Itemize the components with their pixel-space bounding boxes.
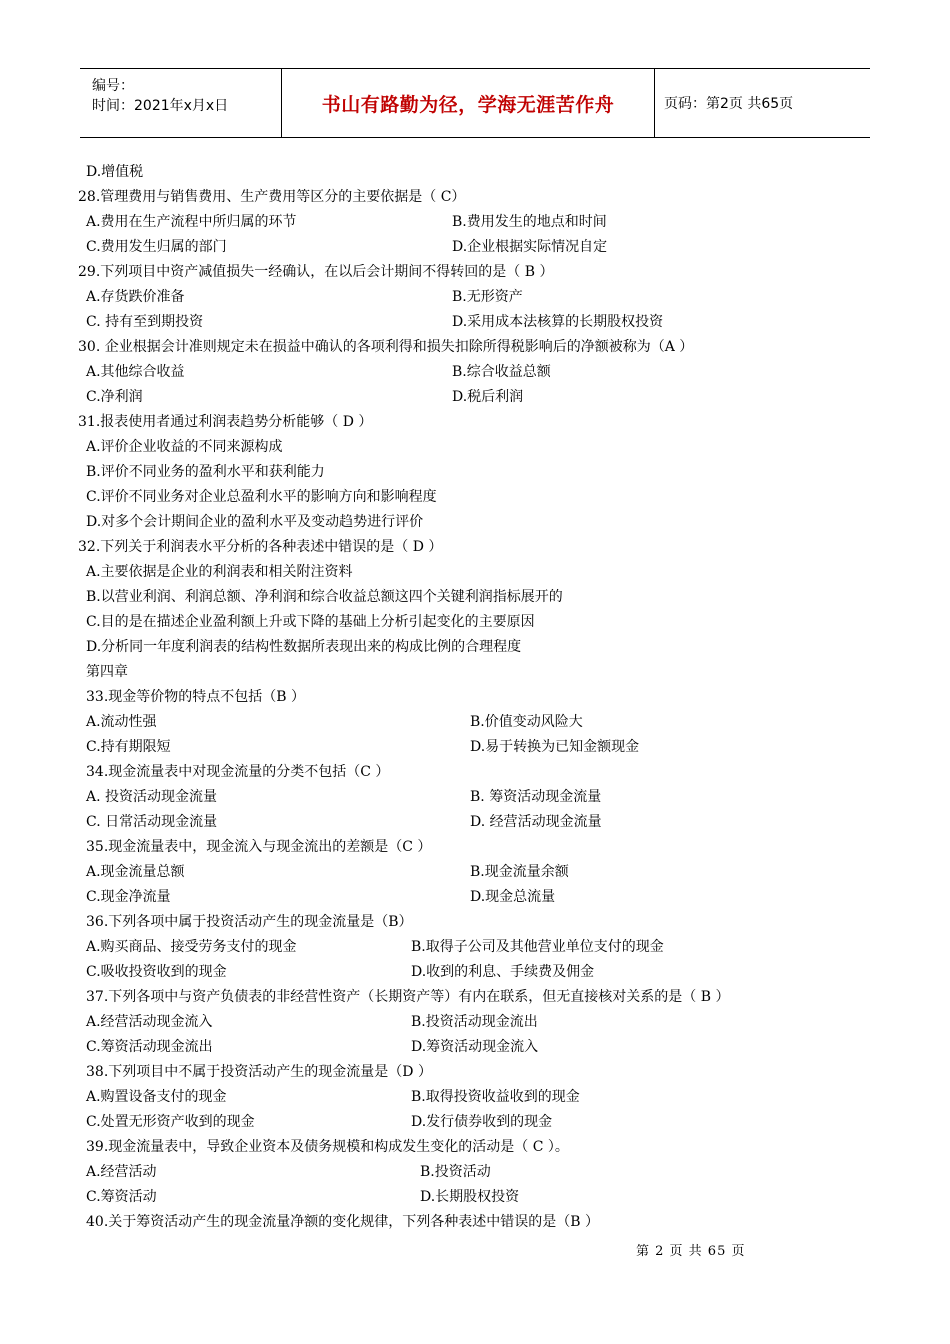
option-line: B.评价不同业务的盈利水平和获利能力 [86, 464, 325, 480]
page-code: 页码：第2页 共65页 [664, 96, 794, 112]
question-line: 37.下列各项中与资产负债表的非经营性资产（长期资产等）有内在联系，但无直接核对关系的是（ B ） [86, 989, 730, 1005]
option-line: A. 投资活动现金流量 [86, 789, 218, 805]
question-line: 38.下列项目中不属于投资活动产生的现金流量是（D ） [86, 1064, 432, 1080]
option-line: D.采用成本法核算的长期股权投资 [452, 314, 664, 330]
option-line: D.企业根据实际情况自定 [452, 239, 608, 255]
option-line: D.现金总流量 [470, 889, 556, 905]
option-line: A.主要依据是企业的利润表和相关附注资料 [86, 564, 353, 580]
option-line: B.取得投资收益收到的现金 [411, 1089, 580, 1105]
option-line: C.筹资活动现金流出 [86, 1039, 213, 1055]
time-label: 时间：2021年x月x日 [92, 98, 229, 114]
option-line: D.增值税 [86, 164, 144, 180]
option-line: A.购买商品、接受劳务支付的现金 [86, 939, 297, 955]
option-line: D.筹资活动现金流入 [411, 1039, 539, 1055]
option-line: B.现金流量余额 [470, 864, 569, 880]
number-label: 编号： [92, 78, 134, 94]
option-line: A.现金流量总额 [86, 864, 185, 880]
option-line: B.以营业利润、利润总额、净利润和综合收益总额这四个关键利润指标展开的 [86, 589, 563, 605]
option-line: C.现金净流量 [86, 889, 171, 905]
option-line: B.无形资产 [452, 289, 523, 305]
option-line: D. 经营活动现金流量 [470, 814, 602, 830]
page-header [80, 68, 870, 138]
question-line: 33.现金等价物的特点不包括（B ） [86, 689, 306, 705]
question-line: 30. 企业根据会计准则规定未在损益中确认的各项利得和损失扣除所得税影响后的净额被称为（A ） [78, 339, 694, 355]
question-line: 31.报表使用者通过利润表趋势分析能够（ D ） [78, 414, 373, 430]
question-line: 34.现金流量表中对现金流量的分类不包括（C ） [86, 764, 390, 780]
question-line: 40.关于筹资活动产生的现金流量净额的变化规律，下列各种表述中错误的是（B ） [86, 1214, 600, 1230]
option-line: C.净利润 [86, 389, 143, 405]
question-line: 35.现金流量表中，现金流入与现金流出的差额是（C ） [86, 839, 432, 855]
question-line: 39.现金流量表中，导致企业资本及债务规模和构成发生变化的活动是（ C ）。 [86, 1139, 569, 1155]
option-line: C.目的是在描述企业盈利额上升或下降的基础上分析引起变化的主要原因 [86, 614, 535, 630]
option-line: D.收到的利息、手续费及佣金 [411, 964, 595, 980]
chapter-heading: 第四章 [86, 664, 128, 680]
header-motto-cell [281, 69, 655, 137]
motto: 书山有路勤为径，学海无涯苦作舟 [321, 93, 615, 116]
option-line: D.对多个会计期间企业的盈利水平及变动趋势进行评价 [86, 514, 424, 530]
question-line: 28.管理费用与销售费用、生产费用等区分的主要依据是（ C） [78, 189, 466, 205]
option-line: A.评价企业收益的不同来源构成 [86, 439, 283, 455]
option-line: C.费用发生归属的部门 [86, 239, 227, 255]
page-footer: 第 2 页 共 65 页 [636, 1244, 746, 1259]
option-line: D.发行债券收到的现金 [411, 1114, 553, 1130]
option-line: B.投资活动现金流出 [411, 1014, 538, 1030]
option-line: A.购置设备支付的现金 [86, 1089, 227, 1105]
option-line: C. 日常活动现金流量 [86, 814, 218, 830]
option-line: D.税后利润 [452, 389, 524, 405]
option-line: C.处置无形资产收到的现金 [86, 1114, 255, 1130]
option-line: D.分析同一年度利润表的结构性数据所表现出来的构成比例的合理程度 [86, 639, 522, 655]
option-line: C. 持有至到期投资 [86, 314, 204, 330]
question-line: 29.下列项目中资产减值损失一经确认，在以后会计期间不得转回的是（ B ） [78, 264, 554, 280]
header-page-cell [654, 69, 870, 137]
option-line: B.费用发生的地点和时间 [452, 214, 607, 230]
option-line: B.取得子公司及其他营业单位支付的现金 [411, 939, 664, 955]
option-line: D.长期股权投资 [420, 1189, 520, 1205]
option-line: B.综合收益总额 [452, 364, 551, 380]
option-line: A.流动性强 [86, 714, 157, 730]
option-line: B.投资活动 [420, 1164, 491, 1180]
option-line: A.费用在生产流程中所归属的环节 [86, 214, 297, 230]
option-line: D.易于转换为已知金额现金 [470, 739, 640, 755]
question-line: 32.下列关于利润表水平分析的各种表述中错误的是（ D ） [78, 539, 443, 555]
option-line: A.其他综合收益 [86, 364, 185, 380]
option-line: C.筹资活动 [86, 1189, 157, 1205]
option-line: B. 筹资活动现金流量 [470, 789, 602, 805]
option-line: C.评价不同业务对企业总盈利水平的影响方向和影响程度 [86, 489, 437, 505]
header-meta [80, 69, 281, 137]
option-line: B.价值变动风险大 [470, 714, 583, 730]
option-line: A.存货跌价准备 [86, 289, 185, 305]
question-line: 36.下列各项中属于投资活动产生的现金流量是（B） [86, 914, 413, 930]
option-line: A.经营活动现金流入 [86, 1014, 213, 1030]
option-line: C.持有期限短 [86, 739, 171, 755]
option-line: A.经营活动 [86, 1164, 157, 1180]
option-line: C.吸收投资收到的现金 [86, 964, 227, 980]
